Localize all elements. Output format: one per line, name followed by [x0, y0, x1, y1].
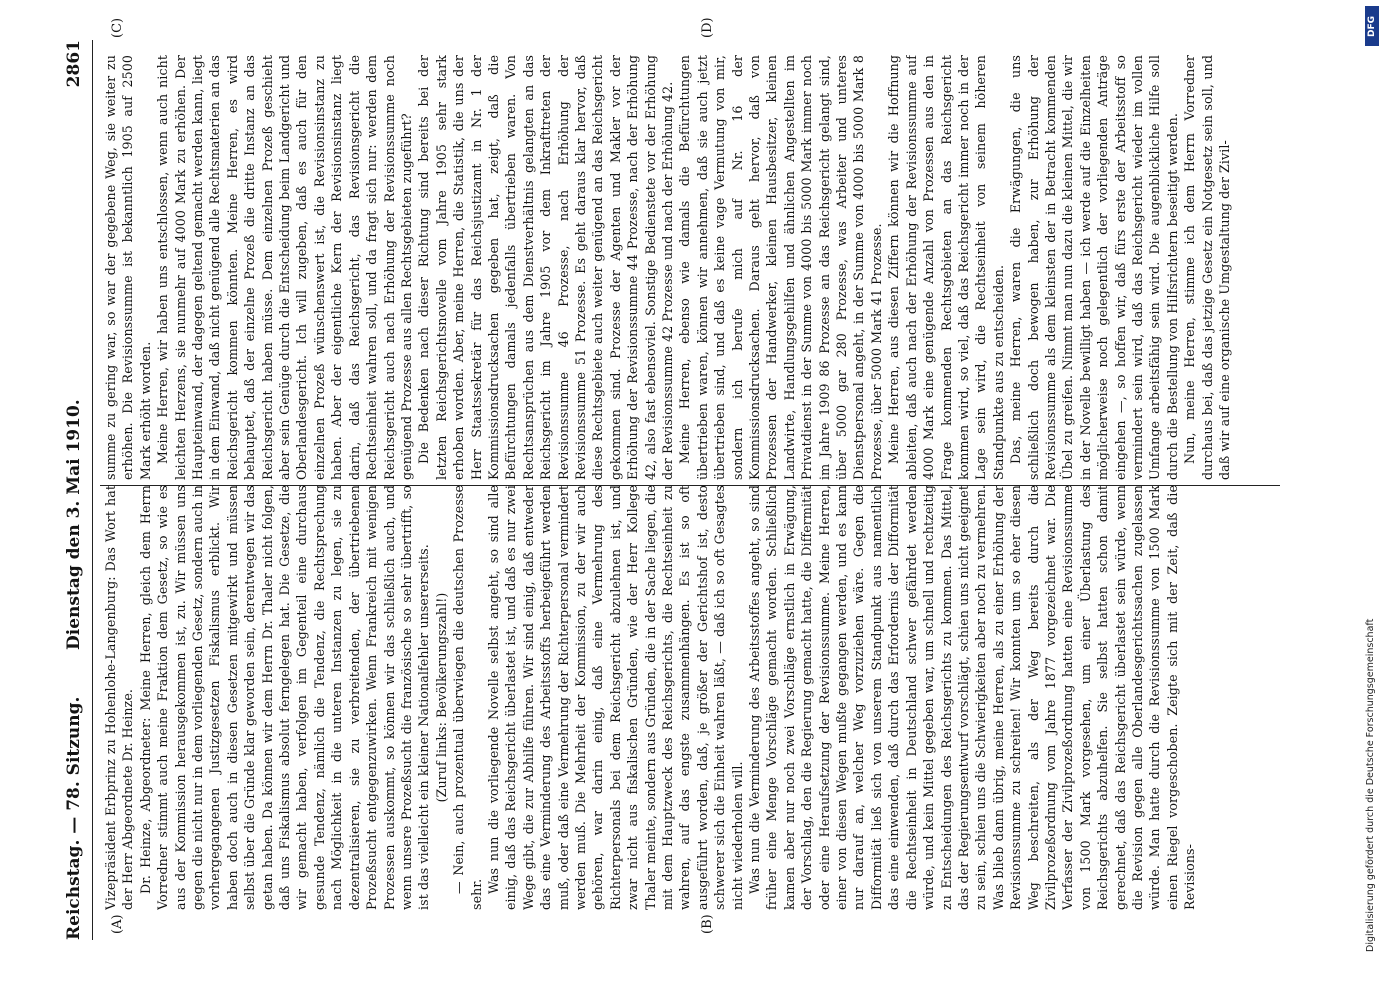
column-divider	[100, 485, 1280, 486]
right-column	[102, 55, 1272, 480]
interjection: (Zuruf links: Bevölkerungszahl!)	[433, 592, 449, 803]
left-column	[102, 485, 1272, 910]
header-session: Reichstag. — 78. Sitzung.	[64, 696, 84, 940]
page-header	[58, 40, 92, 940]
dfg-logo: DFG	[1365, 6, 1379, 46]
paragraph: Das, meine Herren, waren die Erwägungen, die uns schließlich doch bewogen haben, zur Erhöhung der Revisionssumme als dem kleinsten der in Betracht kommenden Übel zu greifen. Nimmt man nun dazu die kleinen Mittel, die wir in der Novelle bewilligt haben — ich werde auf die Einzelheiten möglicherweise noch gelegentlich der vorliegenden Anträge eingehen —, so hoffen wir, daß fürs erste der Arbeitsstoff so vermindert sein wird, daß das Reichsgericht wieder im vollen Umfange arbeitsfähig sein wird. Die augenblickliche Hilfe soll durch die Bestellung von Hilfsrichtern beseitigt werden.	[1008, 55, 1180, 480]
header-rule	[92, 40, 93, 940]
paragraph: Nun, meine Herren, stimme ich dem Herrn Vorredner durchaus bei, daß das jetzige Gesetz ein Notgesetz sein soll, und daß wir auf eine organische Umgestaltung der Zivil-	[1182, 55, 1232, 480]
page-number: 2861	[64, 40, 84, 88]
margin-marker-b: (B)	[700, 914, 715, 934]
paragraph: Meine Herren, aus diesen Ziffern können wir die Hoffnung ableiten, daß auch nach der Erhöhung der Revisionssumme auf 4000 Mark eine genügende Anzahl von Prozessen aus den in Frage kommenden Rechtsgebieten an das Reichsgericht kommen wird, so viel, daß das Reichsgericht immer noch in der Lage sein wird, die Rechtseinheit von seinem höheren Standpunkte aus zu entscheiden.	[886, 55, 1006, 480]
paragraph: Meine Herren, wir haben uns entschlossen, wenn auch nicht leichten Herzens, sie nunmehr auf 4000 Mark zu erhöhen. Der Haupteinwand, der dagegen geltend gemacht werden kann, liegt in dem Einwand, daß nicht genügend alle Rechtsmaterien an das Reichsgericht kommen könnten. Meine Herren, es wird behauptet, daß der einzelne Prozeß die dritte Instanz an das Reichsgericht haben müsse. Dem einzelnen Prozeß geschieht aber sein Genüge durch die Entscheidung beim Landgericht und Oberlandesgericht. Ich will zugeben, daß es auch für den einzelnen Prozeß wünschenswert ist, die Revisionsinstanz zu haben. Aber der eigentliche Kern der Revisionsinstanz liegt darin, daß das Reichsgericht, das Revisionsgericht die Rechtseinheit wahren soll, und da fragt sich nur: werden dem Reichsgericht auch nach Erhöhung der Revisionssumme noch genügend Prozesse aus allen Rechtsgebieten zugeführt?	[155, 55, 414, 480]
digitization-credit: Digitalisierung gefördert durch die Deutsche Forschungsgemeinschaft	[1365, 618, 1376, 952]
paragraph: Meine Herren, ebenso wie damals die Befürchtungen übertrieben waren, können wir annehmen, daß sie auch jetzt übertrieben sind, und daß es keine vage Vermutung von mir, sondern ich berufe mich auf Nr. 16 der Kommissionsdrucksachen. Daraus geht hervor, daß von Prozessen der Handwerker, kleinen Hausbesitzer, kleinen Landwirte, Handlungsgehilfen und ähnlichen Angestellten im Privatdienst in der Summe von 4000 bis 5000 Mark immer noch im Jahre 1909 86 Prozesse an das Reichsgericht gelangt sind, über 5000 gar 280 Prozesse, was Arbeiter und unteres Dienstpersonal angeht, in der Summe von 4000 bis 5000 Mark 8 Prozesse, über 5000 Mark 41 Prozesse.	[677, 55, 884, 480]
paragraph: Was nun die Verminderung des Arbeitsstoffes angeht, so sind früher eine Menge Vorschläge gemacht worden. Schließlich kamen aber nur noch zwei Vorschläge ernstlich in Erwägung, der Vorschlag, den die Regierung gemacht hatte, die Differmität oder eine Heraufsetzung der Revisionssumme. Meine Herren, einer von diesen Wegen mußte gegangen werden, und es kann nur darauf an, welcher Weg vorzuziehen wäre. Gegen die Difformität ließ sich von unserem Standpunkt aus namentlich das eine einwenden, daß durch das Erfordernis der Difformität die Rechtseinheit in Deutschland schwer gefährdet werden würde, und kein Mittel gegeben war, um schnell und rechtzeitig zu Entscheidungen des Reichsgerichts zu kommen. Das Mittel, das der Regierungsentwurf vorschlägt, schien uns nicht geeignet zu sein, schien uns die Schwierigkeiten aber noch zu vermehren. Was blieb dann übrig, meine Herren, als zu einer Erhöhung der Revisionssumme zu schreiten! Wir konnten um so eher diesen Weg beschreiten, als der Weg bereits durch die Zivilprozeßordnung vom Jahre 1877 vorgezeichnet war. Die Verfasser der Zivilprozeßordnung hatten eine Revisionssumme von 1500 Mark vorgesehen, um einer Überlastung des Reichsgerichts abzuhelfen. Sie selbst hatten schon damit gerechnet, daß das Reichsgericht überlastet sein würde, wenn die Revision gegen alle Oberlandesgerichtssachen zugelassen würde. Man hatte durch die Revisionssumme von 1500 Mark einen Riegel vorgeschoben. Zeigte sich mit der Zeit, daß die Revisions-	[747, 485, 1198, 910]
paragraph: Die Bedenken nach dieser Richtung sind bereits bei der letzten Reichsgerichtsnovelle vom Jahre 1905 sehr stark erhoben worden. Aber, meine Herren, die Statistik, die uns der Herr Staatssekretär für das Reichsjustizamt in Nr. 1 der Kommissionsdrucksachen gegeben hat, zeigt, daß die Befürchtungen damals jedenfalls übertrieben waren. Von Rechtsansprüchen aus dem Dienstverhältnis gelangten an das Reichsgericht im Jahre 1905 vor dem Inkrafttreten der Revisionssumme 46 Prozesse, nach Erhöhung der Revisionssumme 51 Prozesse. Es geht daraus klar hervor, daß diese Rechtsgebiete auch weiter genügend an das Reichsgericht gekommen sind. Prozesse der Agenten und Makler vor der Erhöhung der Revisionssumme 44 Prozesse, nach der Erhöhung 42, also fast ebensoviel. Sonstige Bedienstete vor der Erhöhung der Revisionssumme 42 Prozesse und nach der Erhöhung 42.	[416, 55, 675, 480]
paragraph: summe zu gering war, so war der gegebene Weg, sie weiter zu erhöhen. Die Revisionssumme ist bekanntlich 1905 auf 2500 Mark erhöht worden.	[103, 55, 153, 480]
header-date: Dienstag den 3. Mai 1910.	[64, 399, 84, 650]
paragraph: — Nein, auch prozentual überwiegen die deutschen Prozesse sehr.	[451, 485, 484, 910]
margin-marker-c: (C)	[110, 17, 125, 38]
paragraph: Vizepräsident Erbprinz zu Hohenlohe-Langenburg: Das Wort hat der Herr Abgeordnete Dr. Heinze.	[103, 485, 136, 910]
paragraph: Dr. Heinze, Abgeordneter: Meine Herren, gleich dem Herrn Vorredner stimmt auch meine Fraktion dem Gesetz, so wie es aus der Kommission herausgekommen ist, zu. Wir müssen uns gegen die nicht nur in dem vorliegenden Gesetz, sondern auch in vorhergegangenen Justizgesetzen Fiskalismus erblickt. Wir haben doch auch in diesen Gesetzen mitgewirkt und müssen selbst über die Gründe klar geworden sein, derentwegen wir das getan haben. Da können wir dem Herrn Dr. Thaler nicht folgen, daß uns Fiskalismus absolut ferngelegen hat. Die Gesetze, die wir gemacht haben, verfolgen im Gegenteil eine durchaus gesunde Tendenz, nämlich die Tendenz, die Rechtsprechung nach Möglichkeit in die unteren Instanzen zu legen, sie zu dezentralisieren, sie zu verbreitenden, der übertriebenen Prozeßsucht entgegenzuwirken. Wenn Frankreich mit wenigen Prozessen auskommt, so können wir das schließlich auch, und wenn unsere Prozeßsucht die französische so sehr übertrifft, so ist das vielleicht ein kleiner Nationalfehler unsererseits.	[137, 485, 432, 910]
paragraph: Was nun die vorliegende Novelle selbst angeht, so sind alle einig, daß das Reichsgericht überlastet ist, und daß es nur zwei Wege gibt, die zur Abhilfe führen. Wir sind einig, daß entweder das eine Verminderung des Arbeitsstoffs herbeigeführt werden muß, oder daß eine Vermehrung der Richterpersonal vermindert werden muß. Die Mehrheit der Kommission, zu der wir auch gehören, war darin einig, daß eine Vermehrung des Richterpersonals bei dem Reichsgericht abzulehnen ist, und zwar nicht aus fiskalischen Gründen, wie der Herr Kollege Thaler meinte, sondern aus Gründen, die in der Sache liegen, die mit dem Hauptzweck des Reichsgerichts, die Rechtseinheit zu wahren, auf das engste zusammenhängen. Es ist so oft ausgeführt worden, daß, je größer der Gerichtshof ist, desto schwerer sich die Einheit wahren läßt, — daß ich so oft Gesagtes nicht wiederholen will.	[485, 485, 745, 910]
margin-marker-d: (D)	[700, 17, 715, 38]
margin-marker-a: (A)	[110, 914, 125, 934]
